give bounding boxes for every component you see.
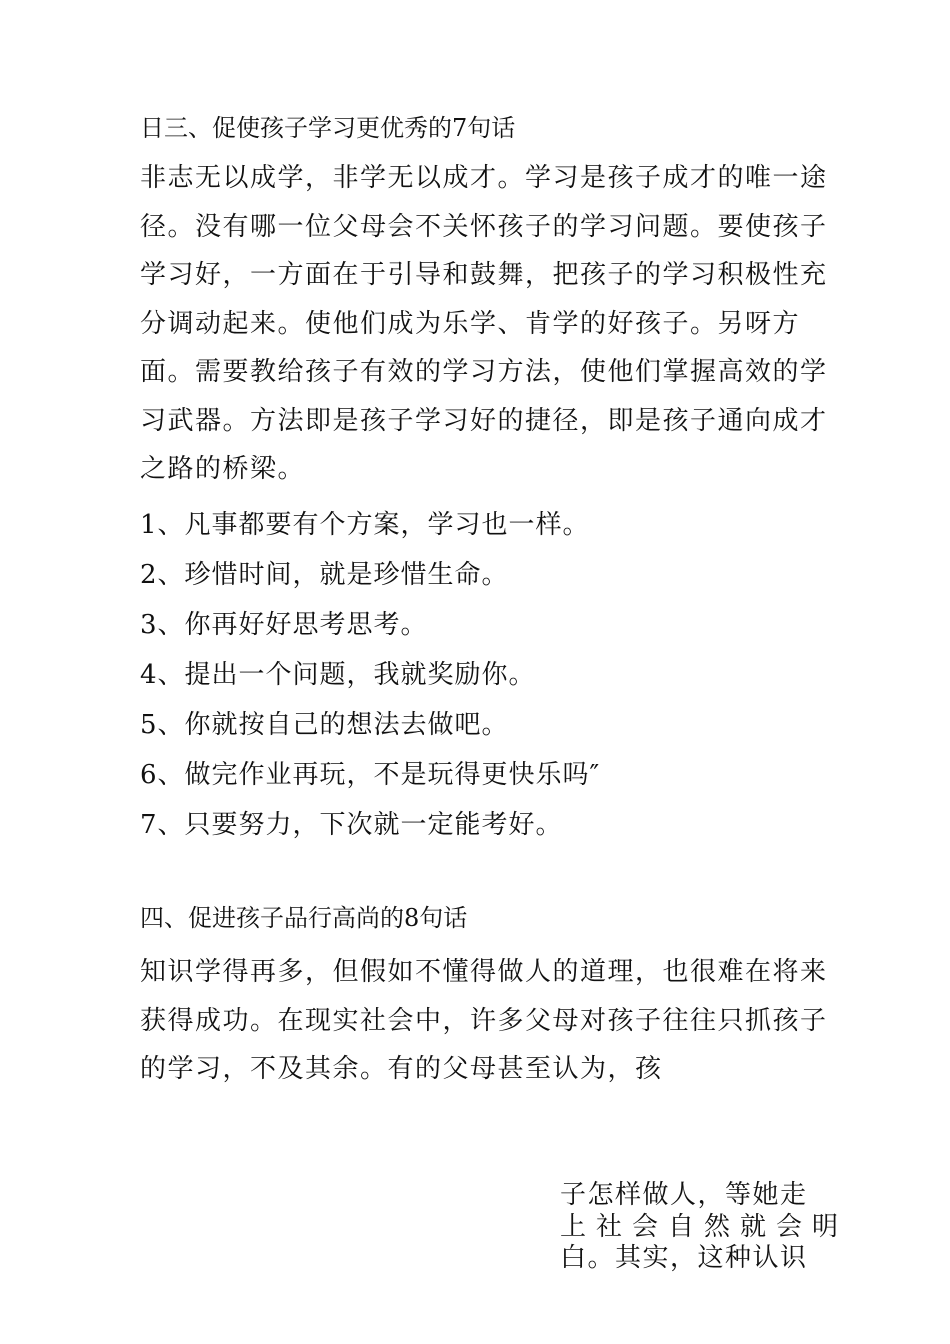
paragraph-line: 的学习，不及其余。有的父母甚至认为，孩 (140, 1054, 663, 1084)
side-line: 子怎样做人，等她走 (560, 1180, 808, 1210)
side-line: 白。其实，这种认识 (560, 1243, 808, 1273)
paragraph-line: 非志无以成学，非学无以成才。学习是孩子成才的唯一途 (140, 163, 828, 193)
list-item: 3、你再好好思考思考。 (140, 610, 428, 640)
section3-paragraph (140, 154, 830, 494)
paragraph-line: 分调动起来。使他们成为乐学、肯学的好孩子。另呀方 (140, 308, 801, 339)
list-item: 2、珍惜时间，就是珍惜生命。 (140, 560, 509, 590)
list-item: 1、凡事都要有个方案，学习也一样。 (140, 510, 590, 540)
side-line: 上社会自然就会明 (560, 1211, 849, 1242)
paragraph-line: 学习好，一方面在于引导和鼓舞，把孩子的学习积极性充 (140, 260, 828, 290)
list-item: 7、只要努力，下次就一定能考好。 (140, 810, 563, 840)
paragraph-line: 面。需要教给孩子有效的学习方法，使他们掌握高效的学 (140, 357, 828, 387)
continued-text-block (560, 1180, 849, 1275)
paragraph-line: 知识学得再多，但假如不懂得做人的道理，也很难在将来 (140, 957, 828, 987)
section3-heading: 日三、促使孩子学习更优秀的7句话 (140, 114, 516, 142)
paragraph-line: 之路的桥梁。 (140, 454, 306, 484)
list-item: 4、提出一个问题，我就奖励你。 (140, 660, 536, 690)
section3-list (140, 510, 600, 860)
list-item: 6、做完作业再玩，不是玩得更快乐吗″ (140, 760, 601, 790)
list-item: 5、你就按自己的想法去做吧。 (140, 710, 509, 740)
paragraph-line: 获得成功。在现实社会中，许多父母对孩子往往只抓孩子 (140, 1005, 828, 1036)
section4-paragraph (140, 948, 830, 1094)
paragraph-line: 径。没有哪一位父母会不关怀孩子的学习问题。要使孩子 (140, 211, 828, 242)
section4-heading: 四、促进孩子品行高尚的8句话 (140, 904, 468, 932)
paragraph-line: 习武器。方法即是孩子学习好的捷径，即是孩子通向成才 (140, 405, 828, 436)
